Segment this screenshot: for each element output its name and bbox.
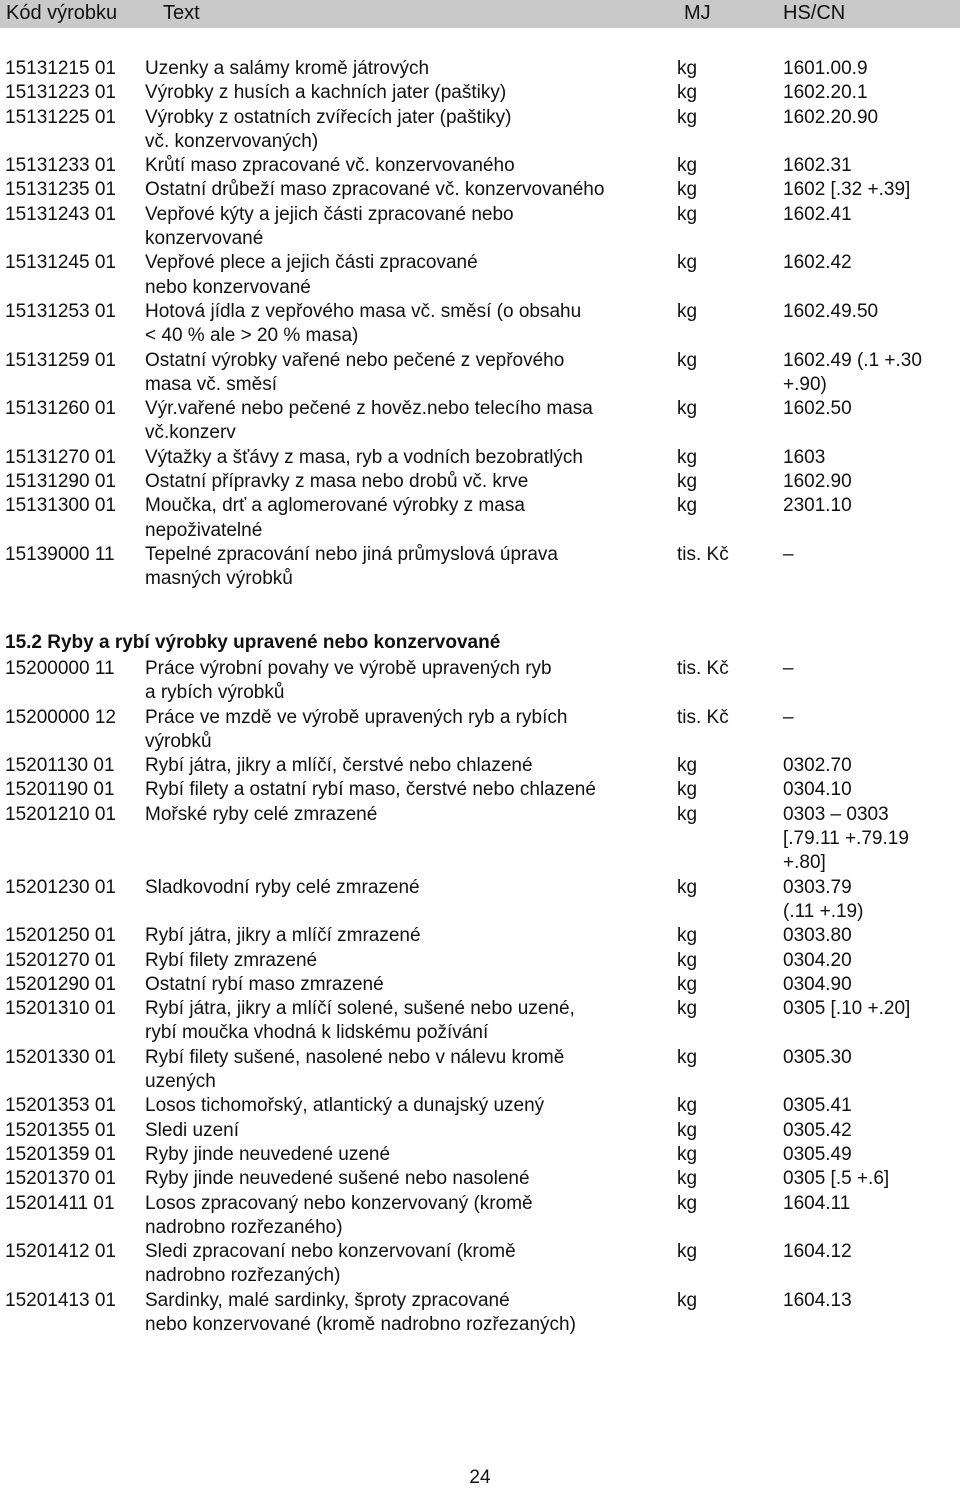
table-header [0, 0, 960, 28]
product-code: 15201355 01 [5, 1119, 116, 1141]
table-row [0, 300, 960, 349]
table-row [0, 106, 960, 155]
product-text: Výr.vařené nebo pečené z hověz.nebo telecího masa vč.konzerv [145, 398, 593, 444]
unit: kg [677, 949, 698, 971]
product-text: Ostatní rybí maso zmrazené [145, 973, 384, 995]
product-code: 15201353 01 [5, 1095, 116, 1117]
table-row [0, 543, 960, 592]
unit: kg [677, 106, 698, 128]
product-code: 15201190 01 [5, 779, 115, 801]
table-row [0, 924, 960, 948]
product-text: Výtažky a šťávy z masa, ryb a vodních bezobratlých [145, 446, 583, 468]
unit: kg [677, 1095, 698, 1117]
product-text: Rybí filety a ostatní rybí maso, čerstvé nebo chlazené [145, 779, 596, 801]
table-row [0, 657, 960, 706]
product-text: Vepřové kýty a jejich části zpracované nebo konzervované [145, 203, 514, 250]
product-text: Moučka, drť a aglomerované výrobky z masa nepoživatelné [145, 495, 525, 541]
unit: kg [677, 1046, 698, 1068]
unit: kg [677, 1119, 698, 1141]
hs-cn-code: 1604.13 [783, 1289, 852, 1311]
unit: kg [677, 300, 698, 322]
product-code: 15131223 01 [5, 82, 116, 104]
table-row [0, 154, 960, 178]
unit: kg [677, 398, 698, 420]
table-row [0, 876, 960, 925]
unit: kg [677, 203, 698, 225]
product-code: 15131233 01 [5, 155, 116, 177]
hs-cn-code: 0304.10 [783, 779, 852, 801]
table-row [0, 470, 960, 494]
hs-cn-code: 1604.11 [783, 1192, 851, 1214]
product-text: Krůtí maso zpracované vč. konzervovaného [145, 155, 515, 177]
unit: kg [677, 179, 698, 201]
hs-cn-code: 0303 – 0303 [.79.11 +.79.19 +.80] [783, 803, 909, 874]
product-code: 15201330 01 [5, 1046, 116, 1068]
hs-cn-code: 0304.90 [783, 973, 852, 995]
hs-cn-code: – [783, 543, 794, 565]
hs-cn-code: 0304.20 [783, 949, 852, 971]
hs-cn-code: 1601.00.9 [783, 58, 868, 79]
section-title: 15.2 Ryby a rybí výrobky upravené nebo konzervované [5, 632, 501, 653]
product-code: 15201370 01 [5, 1168, 116, 1190]
product-text: Rybí filety sušené, nasolené nebo v nálevu kromě uzených [145, 1046, 565, 1093]
hs-cn-code: 0305 [.10 +.20] [783, 998, 911, 1020]
product-text: Výrobky z husích a kachních jater (paštiky) [145, 82, 507, 104]
unit: kg [677, 755, 698, 777]
unit: kg [677, 973, 698, 995]
hs-cn-code: 0303.79 (.11 +.19) [783, 876, 864, 922]
table-row [0, 446, 960, 470]
table-row [0, 1119, 960, 1143]
product-text: Práce ve mzdě ve výrobě upravených ryb a rybích výrobků [145, 706, 568, 752]
hs-cn-code: 0302.70 [783, 755, 852, 777]
table-row [0, 997, 960, 1046]
header-code: Kód výrobku [6, 2, 118, 24]
product-text: Ostatní výrobky vařené nebo pečené z vepřového masa vč. směsí [145, 349, 565, 395]
hs-cn-code: – [783, 658, 794, 679]
product-text: Ostatní drůbeží maso zpracované vč. konzervovaného [145, 179, 605, 201]
product-code: 15131215 01 [5, 58, 116, 79]
product-text: Rybí játra, jikry a mlíčí, čerstvé nebo chlazené [145, 755, 533, 777]
table-row [0, 1192, 960, 1241]
hs-cn-code: 0305 [.5 +.6] [783, 1168, 890, 1190]
unit: kg [677, 1241, 698, 1263]
product-text: Hotová jídla z vepřového masa vč. směsí (o obsahu < 40 % ale > 20 % masa) [145, 300, 582, 347]
table-row [0, 81, 960, 105]
product-text: Ryby jinde neuvedené uzené [145, 1143, 391, 1165]
product-code: 15131253 01 [5, 300, 116, 322]
table-row [0, 397, 960, 446]
product-code: 15201290 01 [5, 973, 116, 995]
hs-cn-code: 1602.31 [783, 155, 852, 177]
product-code: 15131270 01 [5, 446, 116, 468]
product-code: 15131225 01 [5, 106, 116, 128]
product-text: Rybí filety zmrazené [145, 949, 318, 971]
table-body-fish [0, 657, 960, 1337]
hs-cn-code: 1602 [.32 +.39] [783, 179, 911, 201]
product-text: Sledi zpracovaní nebo konzervovaní (kromě nadrobno rozřezaných) [145, 1241, 516, 1287]
product-code: 15201210 01 [5, 803, 116, 825]
product-text: Tepelné zpracování nebo jiná průmyslová úprava masných výrobků [145, 543, 558, 590]
header-text: Text [163, 2, 200, 24]
unit: tis. Kč [677, 543, 729, 565]
hs-cn-code: 0305.42 [783, 1119, 852, 1141]
product-code: 15201130 01 [5, 755, 115, 777]
unit: kg [677, 1143, 698, 1165]
hs-cn-code: 1602.49.50 [783, 300, 879, 322]
hs-cn-code: 1602.20.1 [783, 82, 868, 104]
product-text: Uzenky a salámy kromě játrových [145, 58, 430, 79]
product-code: 15131260 01 [5, 398, 116, 420]
hs-cn-code: 1602.42 [783, 252, 852, 274]
table-row [0, 1143, 960, 1167]
product-code: 15131290 01 [5, 471, 116, 493]
product-text: Losos zpracovaný nebo konzervovaný (kromě nadrobno rozřezaného) [145, 1192, 533, 1238]
table-row [0, 706, 960, 755]
unit: kg [677, 1168, 698, 1190]
table-row [0, 803, 960, 876]
unit: kg [677, 155, 698, 177]
table-body-meat [0, 57, 960, 592]
hs-cn-code: 0305.30 [783, 1046, 852, 1068]
product-text: Losos tichomořský, atlantický a dunajský uzený [145, 1095, 545, 1117]
table-row [0, 1240, 960, 1289]
product-code: 15131235 01 [5, 179, 116, 201]
product-text: Práce výrobní povahy ve výrobě upravených ryb a rybích výrobků [145, 658, 552, 704]
product-code: 15201411 01 [5, 1192, 115, 1214]
product-text: Rybí játra, jikry a mlíčí zmrazené [145, 925, 421, 947]
product-text: Sledi uzení [145, 1119, 240, 1141]
unit: kg [677, 876, 698, 898]
product-code: 15200000 12 [5, 706, 116, 728]
page-number: 24 [469, 1467, 491, 1488]
hs-cn-code: 1602.50 [783, 398, 852, 420]
product-code: 15201413 01 [5, 1289, 116, 1311]
hs-cn-code: 0305.49 [783, 1143, 852, 1165]
unit: kg [677, 803, 698, 825]
unit: kg [677, 446, 698, 468]
table-row [0, 178, 960, 202]
unit: kg [677, 1192, 698, 1214]
product-text: Ostatní přípravky z masa nebo drobů vč. krve [145, 471, 529, 493]
hs-cn-code: 1602.20.90 [783, 106, 879, 128]
product-text: Rybí játra, jikry a mlíčí solené, sušené nebo uzené, rybí moučka vhodná k lidskému požívání [145, 998, 575, 1044]
unit: kg [677, 925, 698, 947]
hs-cn-code: 0305.41 [783, 1095, 852, 1117]
product-code: 15201230 01 [5, 876, 116, 898]
product-code: 15201310 01 [5, 998, 116, 1020]
table-row [0, 57, 960, 81]
product-code: 15201359 01 [5, 1143, 116, 1165]
table-row [0, 1289, 960, 1338]
product-text: Mořské ryby celé zmrazené [145, 803, 378, 825]
header-mj: MJ [684, 2, 711, 24]
hs-cn-code: 1602.90 [783, 471, 852, 493]
unit: kg [677, 349, 698, 371]
header-hs: HS/CN [783, 2, 846, 24]
hs-cn-code: 1602.41 [783, 203, 852, 225]
unit: tis. Kč [677, 658, 729, 679]
product-text: Sladkovodní ryby celé zmrazené [145, 876, 420, 898]
table-row [0, 349, 960, 398]
unit: kg [677, 1289, 698, 1311]
table-row [0, 1094, 960, 1118]
hs-cn-code: 1602.49 (.1 +.30 +.90) [783, 349, 922, 395]
product-code: 15201250 01 [5, 925, 116, 947]
table-row [0, 494, 960, 543]
product-code: 15200000 11 [5, 658, 115, 679]
hs-cn-code: – [783, 706, 794, 728]
table-row [0, 754, 960, 778]
hs-cn-code: 2301.10 [783, 495, 852, 517]
product-code: 15131259 01 [5, 349, 116, 371]
hs-cn-code: 1604.12 [783, 1241, 852, 1263]
product-text: Ryby jinde neuvedené sušené nebo nasolené [145, 1168, 530, 1190]
unit: kg [677, 252, 698, 274]
table-row [0, 778, 960, 802]
unit: kg [677, 779, 698, 801]
table-row [0, 203, 960, 252]
unit: kg [677, 471, 698, 493]
table-row [0, 1167, 960, 1191]
product-code: 15131243 01 [5, 203, 116, 225]
table-row [0, 949, 960, 973]
unit: kg [677, 82, 698, 104]
unit: kg [677, 495, 698, 517]
hs-cn-code: 0303.80 [783, 925, 852, 947]
product-text: Výrobky z ostatních zvířecích jater (paštiky) vč. konzervovaných) [145, 106, 512, 152]
product-code: 15139000 11 [5, 543, 115, 565]
table-row [0, 973, 960, 997]
unit: kg [677, 58, 698, 79]
product-text: Vepřové plece a jejich části zpracované nebo konzervované [145, 252, 478, 298]
table-row [0, 1046, 960, 1095]
product-code: 15201412 01 [5, 1241, 116, 1263]
unit: kg [677, 998, 698, 1020]
product-code: 15131300 01 [5, 495, 116, 517]
table-row [0, 251, 960, 300]
product-code: 15131245 01 [5, 252, 116, 274]
product-text: Sardinky, malé sardinky, šproty zpracované nebo konzervované (kromě nadrobno rozřezaných) [145, 1289, 576, 1336]
product-code: 15201270 01 [5, 949, 116, 971]
unit: tis. Kč [677, 706, 729, 728]
hs-cn-code: 1603 [783, 446, 826, 468]
